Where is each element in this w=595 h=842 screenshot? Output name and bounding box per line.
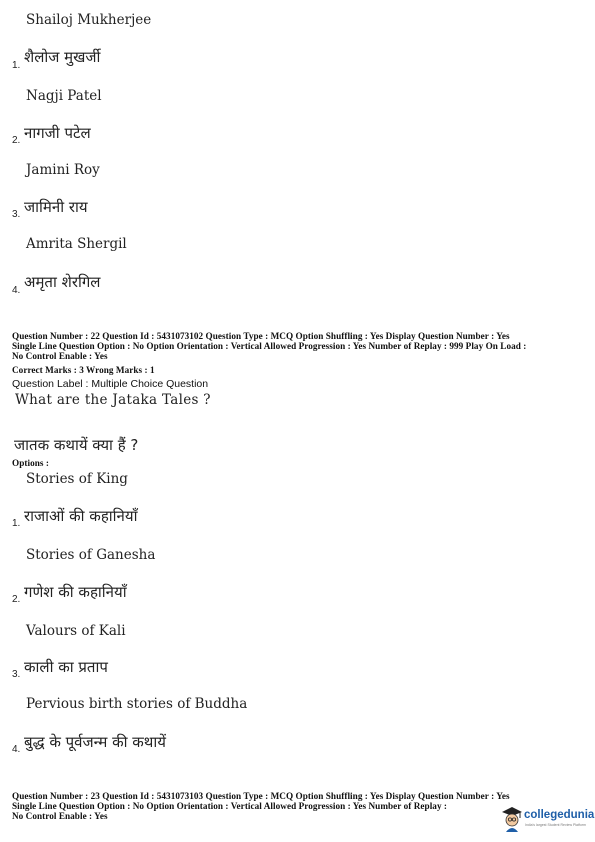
collegedunia-watermark <box>500 805 595 835</box>
q22-option-2-number: 2. <box>12 594 21 605</box>
options-heading: Options : <box>12 458 49 468</box>
option-4-english: Amrita Shergil <box>26 236 127 252</box>
option-2-english: Nagji Patel <box>26 88 102 104</box>
question-22-text-english: What are the Jataka Tales ? <box>15 392 211 408</box>
option-2-number: 2. <box>12 135 21 146</box>
option-1-number: 1. <box>12 60 21 71</box>
option-4-number: 4. <box>12 285 21 296</box>
q22-option-1-english: Stories of King <box>26 471 128 487</box>
option-3-english: Jamini Roy <box>26 162 100 178</box>
option-3-number: 3. <box>12 209 21 220</box>
q22-option-3-number: 3. <box>12 669 21 680</box>
brand-name: collegedunia <box>524 809 595 821</box>
option-1-hindi: शैलोज मुखर्जी <box>24 48 101 66</box>
question-23-meta-line-2: Single Line Question Option : No Option Orientation : Vertical Allowed Progression : Yes Number of Replay : <box>12 801 448 811</box>
graduate-mascot-icon <box>500 805 524 833</box>
question-22-meta-line-3: No Control Enable : Yes <box>12 351 108 361</box>
question-23-meta-line-1: Question Number : 23 Question Id : 5431073103 Question Type : MCQ Option Shuffling : Yes Display Question Number : Yes <box>12 791 510 801</box>
question-23-meta-line-3: No Control Enable : Yes <box>12 811 108 821</box>
q22-option-2-hindi: गणेश की कहानियाँ <box>24 583 127 601</box>
question-22-label: Question Label : Multiple Choice Question <box>12 378 209 390</box>
q22-option-4-hindi: बुद्ध के पूर्वजन्म की कथायें <box>24 733 166 751</box>
brand-tagline: India's largest Student Review Platform <box>525 823 586 827</box>
q22-option-4-number: 4. <box>12 744 21 755</box>
option-4-hindi: अमृता शेरगिल <box>24 273 101 291</box>
q22-option-2-english: Stories of Ganesha <box>26 547 156 563</box>
q22-option-1-hindi: राजाओं की कहानियाँ <box>24 507 138 525</box>
option-1-english: Shailoj Mukherjee <box>26 12 152 28</box>
q22-option-3-hindi: काली का प्रताप <box>24 658 108 676</box>
q22-option-4-english: Pervious birth stories of Buddha <box>26 696 248 712</box>
q22-option-3-english: Valours of Kali <box>26 623 126 639</box>
q22-option-1-number: 1. <box>12 518 21 529</box>
option-3-hindi: जामिनी राय <box>24 198 88 216</box>
question-22-text-hindi: जातक कथायें क्या हैं ? <box>14 436 139 454</box>
question-22-marks: Correct Marks : 3 Wrong Marks : 1 <box>12 365 155 375</box>
question-22-meta-line-1: Question Number : 22 Question Id : 5431073102 Question Type : MCQ Option Shuffling : Yes Display Question Number : Yes <box>12 331 510 341</box>
question-22-meta-line-2: Single Line Question Option : No Option Orientation : Vertical Allowed Progression : Yes Number of Replay : 999 Play On Load : <box>12 341 527 351</box>
option-2-hindi: नागजी पटेल <box>24 124 91 142</box>
